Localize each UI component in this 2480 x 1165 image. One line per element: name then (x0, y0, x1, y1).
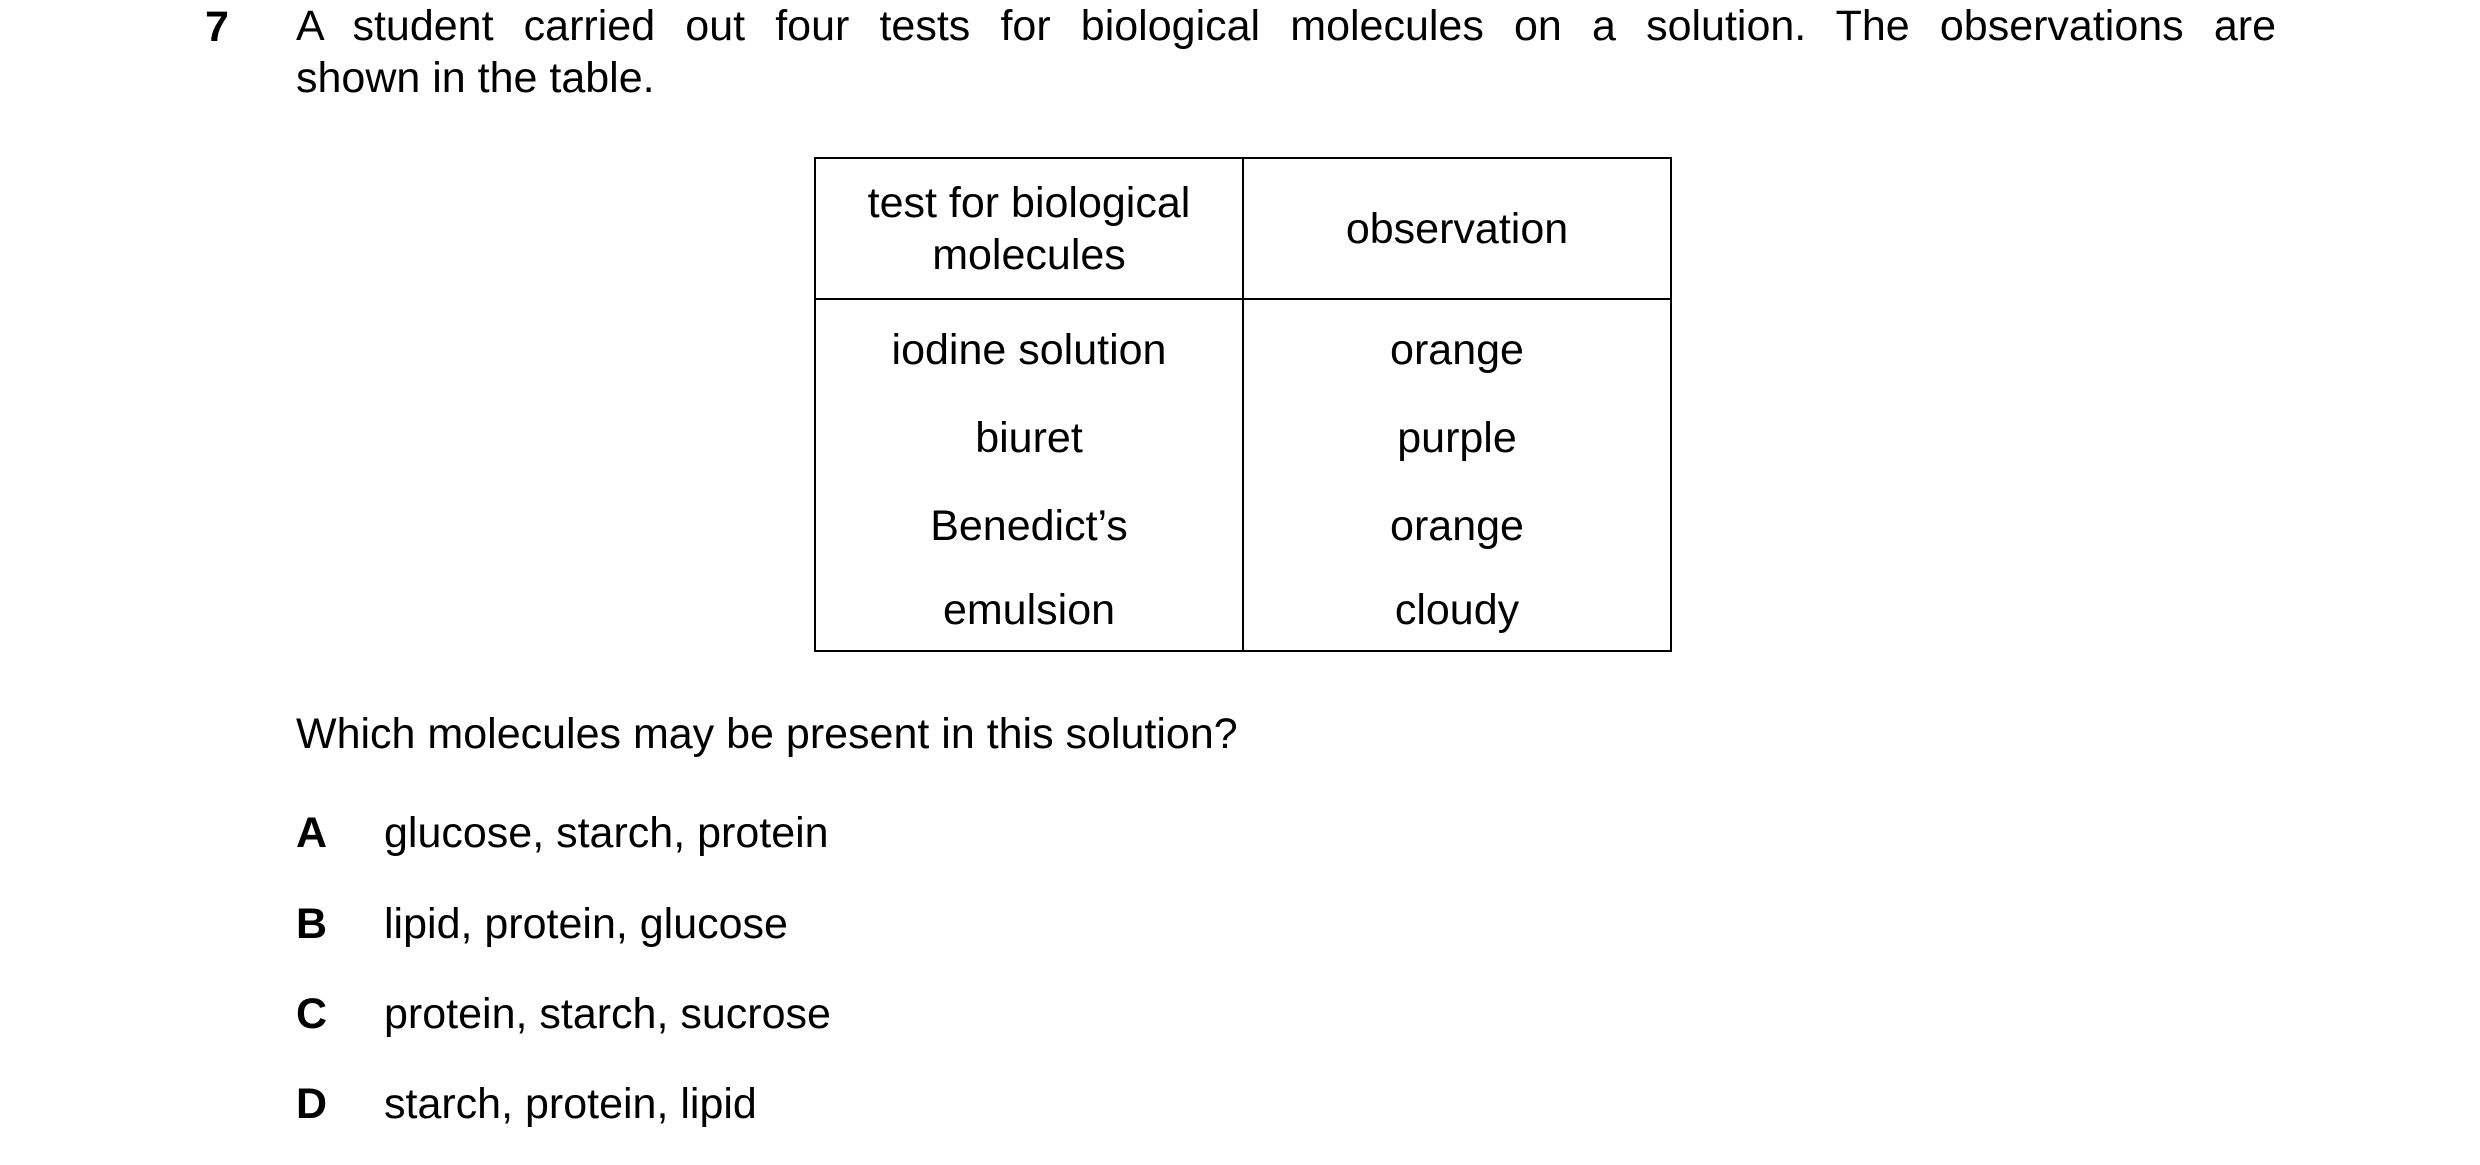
option-text: lipid, protein, glucose (384, 900, 788, 948)
observation-cell: cloudy (1243, 570, 1671, 651)
option-c[interactable] (296, 986, 831, 1042)
observations-table (814, 157, 1672, 652)
option-text: starch, protein, lipid (384, 1080, 757, 1128)
table-row (815, 299, 1671, 394)
question-stem-line-2: shown in the table. (296, 54, 655, 102)
observation-cell: orange (1243, 482, 1671, 570)
option-text: protein, starch, sucrose (384, 990, 831, 1038)
test-cell: Benedict’s (815, 482, 1243, 570)
table-row (815, 394, 1671, 482)
option-a[interactable] (296, 805, 829, 861)
column-header-test: test for biological molecules (815, 158, 1243, 299)
column-header-observation: observation (1243, 158, 1671, 299)
table-row (815, 482, 1671, 570)
option-letter: A (296, 809, 328, 857)
option-letter: D (296, 1080, 328, 1128)
observation-cell: purple (1243, 394, 1671, 482)
option-letter: B (296, 900, 328, 948)
question-stem (296, 0, 2276, 104)
option-letter: C (296, 990, 328, 1038)
test-cell: biuret (815, 394, 1243, 482)
observation-cell: orange (1243, 299, 1671, 394)
question-prompt: Which molecules may be present in this solution? (296, 710, 1238, 758)
test-cell: iodine solution (815, 299, 1243, 394)
option-text: glucose, starch, protein (384, 809, 829, 857)
question-stem-line-1: A student carried out four tests for biological molecules on a solution. The observations are (296, 2, 2276, 50)
question-number: 7 (205, 3, 229, 51)
table-row (815, 570, 1671, 651)
table-header-row (815, 158, 1671, 299)
test-cell: emulsion (815, 570, 1243, 651)
option-b[interactable] (296, 896, 788, 952)
option-d[interactable] (296, 1076, 757, 1132)
